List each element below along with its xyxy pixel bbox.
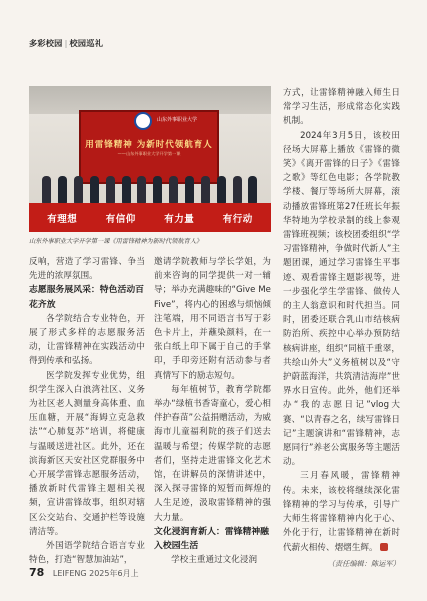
paragraph: 各学院结合专业特色，开展了形式多样的志愿服务活动，让雷锋精神在实践活动中得到传承和弘扬。 (29, 313, 145, 367)
person-figure (137, 176, 146, 204)
screen-subtitle: ——山东外事职业大学开学第一课 (117, 151, 181, 156)
page-footer (29, 566, 139, 579)
subsection-name: 校园巡礼 (69, 38, 104, 48)
section-header (29, 38, 103, 49)
screen-logo-text: 山东外事职业大学 (157, 117, 198, 123)
red-banner (29, 203, 271, 232)
paragraph: 外国语学院结合语言专业特色，打造“智慧加油站”， (29, 541, 145, 566)
person-figure (217, 176, 226, 204)
section-separator: | (64, 38, 68, 48)
banner-word: 有信仰 (105, 213, 136, 225)
text-column-2 (154, 255, 271, 567)
paragraph: 2024年3月5日，该校田径场大屏幕上播放《雷锋的微笑》《离开雷锋的日子》《雷锋之歌》等红色电影；各学院教学楼、餐厅等场所大屏幕，滚动播放雷锋班第27任班长年振华特地为学校录制的线上参观雷锋班视频；该校团委组织“学习雷锋精神，争做时代新人”主题团课，通过学习雷锋生平事迹、观看雷锋主题影视等，进一步强化学生学雷锋、做传人的主人翁意识和时代担当。同时，团委还联合乳山市结核病防治所、疾控中心举办预防结核病讲座，组织“同植千重翠，共绘山外大”义务植树以及“守护蔚蓝海洋，共筑清洁海岸”世界水日宣传。此外，他们还举办“我的志愿日记”vlog大赛、“以青春之名，续写雷锋日记”主题演讲和“雷锋精神，志愿同行”养老公寓服务等主题活动。 (283, 130, 400, 468)
person-figure (106, 176, 115, 204)
paragraph: 方式，让雷锋精神融入师生日常学习生活，形成常态化实践机制。 (283, 88, 400, 127)
person-figure (169, 176, 178, 204)
person-figure (74, 176, 83, 204)
person-figure (201, 176, 210, 204)
paragraph: 邀请学院教师与学长学姐，为前来咨询的同学提供一对一辅导；举办充满趣味的“Give Me Five”，将内心的困惑与烦恼倾注笔端，用不同语言书写于彩色卡片上，并蘸染颜料，在一张白纸上印下属于自己的手掌印，手印旁还附有活动参与者真情写下的励志短句。 (154, 257, 271, 381)
closing-text: 三月春风暖，雷锋精神传。未来，该校将继续深化雷锋精神的学习与传承，引导广大师生将雷锋精神内化于心、外化于行，让雷锋精神在新时代薪火相传、熠熠生辉。 (283, 471, 400, 553)
event-photo (29, 86, 271, 232)
banner-word: 有行动 (222, 213, 253, 225)
banner-word: 有力量 (164, 213, 195, 225)
person-figure (248, 176, 257, 204)
issue-label: 2025年6月上 (89, 569, 139, 578)
text-column-3 (283, 86, 400, 571)
person-figure (185, 176, 194, 204)
photo-caption: 山东外事职业大学开学第一课《用雷锋精神为新时代领航育人》 (29, 238, 203, 245)
editor-credit: （责任编辑：陈运军） (327, 558, 400, 568)
paragraph: 反响，营造了学习雷锋、争当先进的浓厚氛围。 (29, 257, 145, 282)
section-heading: 文化浸润育新人：雷锋精神融入校园生活 (154, 526, 270, 552)
university-logo-icon (134, 112, 152, 130)
group-of-people (29, 176, 271, 206)
section-name: 多彩校园 (29, 38, 63, 48)
page-number: 78 (29, 566, 45, 579)
text-column-1 (29, 255, 145, 567)
paragraph (283, 469, 400, 554)
person-figure (42, 176, 51, 204)
end-mark-icon (380, 543, 388, 551)
screen-title: 用雷锋精神 为新时代领航育人 (85, 140, 213, 150)
paragraph: 学校主重通过文化浸润 (171, 555, 258, 566)
person-figure (233, 176, 242, 204)
paragraph: 医学院发挥专业优势，组织学生深入白浪湾社区、义务为社区老人测量身高体重、血压血糖，开展“海姆立克急救法”“心肺复苏”培训，将健康与温暖送进社区。此外，还在滨海新区天安社区党群服务中心开展学雷锋志愿服务活动，播放新时代雷锋主题相关视频，宣讲雷锋故事，组织对辖区公交站台、交通护栏等设施清洁等。 (29, 370, 145, 537)
section-heading: 志愿服务展风采：特色活动百花齐放 (29, 285, 145, 310)
magazine-name: LEIFENG (52, 569, 87, 578)
paragraph: 每年植树节，教育学院都举办“绿植书香寄童心，爱心相伴护春苗”公益捐赠活动，为威海市儿童福利院的孩子们送去温暖与希望；传媒学院的志愿者们，坚持走进雷锋文化艺术馆，在讲解员的深情讲述中，深入探寻雷锋的短暂而辉煌的人生足迹，汲取雷锋精神的强大力量。 (154, 384, 271, 523)
person-figure (122, 176, 131, 204)
banner-word: 有理想 (47, 213, 78, 225)
person-figure (58, 176, 67, 204)
person-figure (153, 176, 162, 204)
person-figure (90, 176, 99, 204)
